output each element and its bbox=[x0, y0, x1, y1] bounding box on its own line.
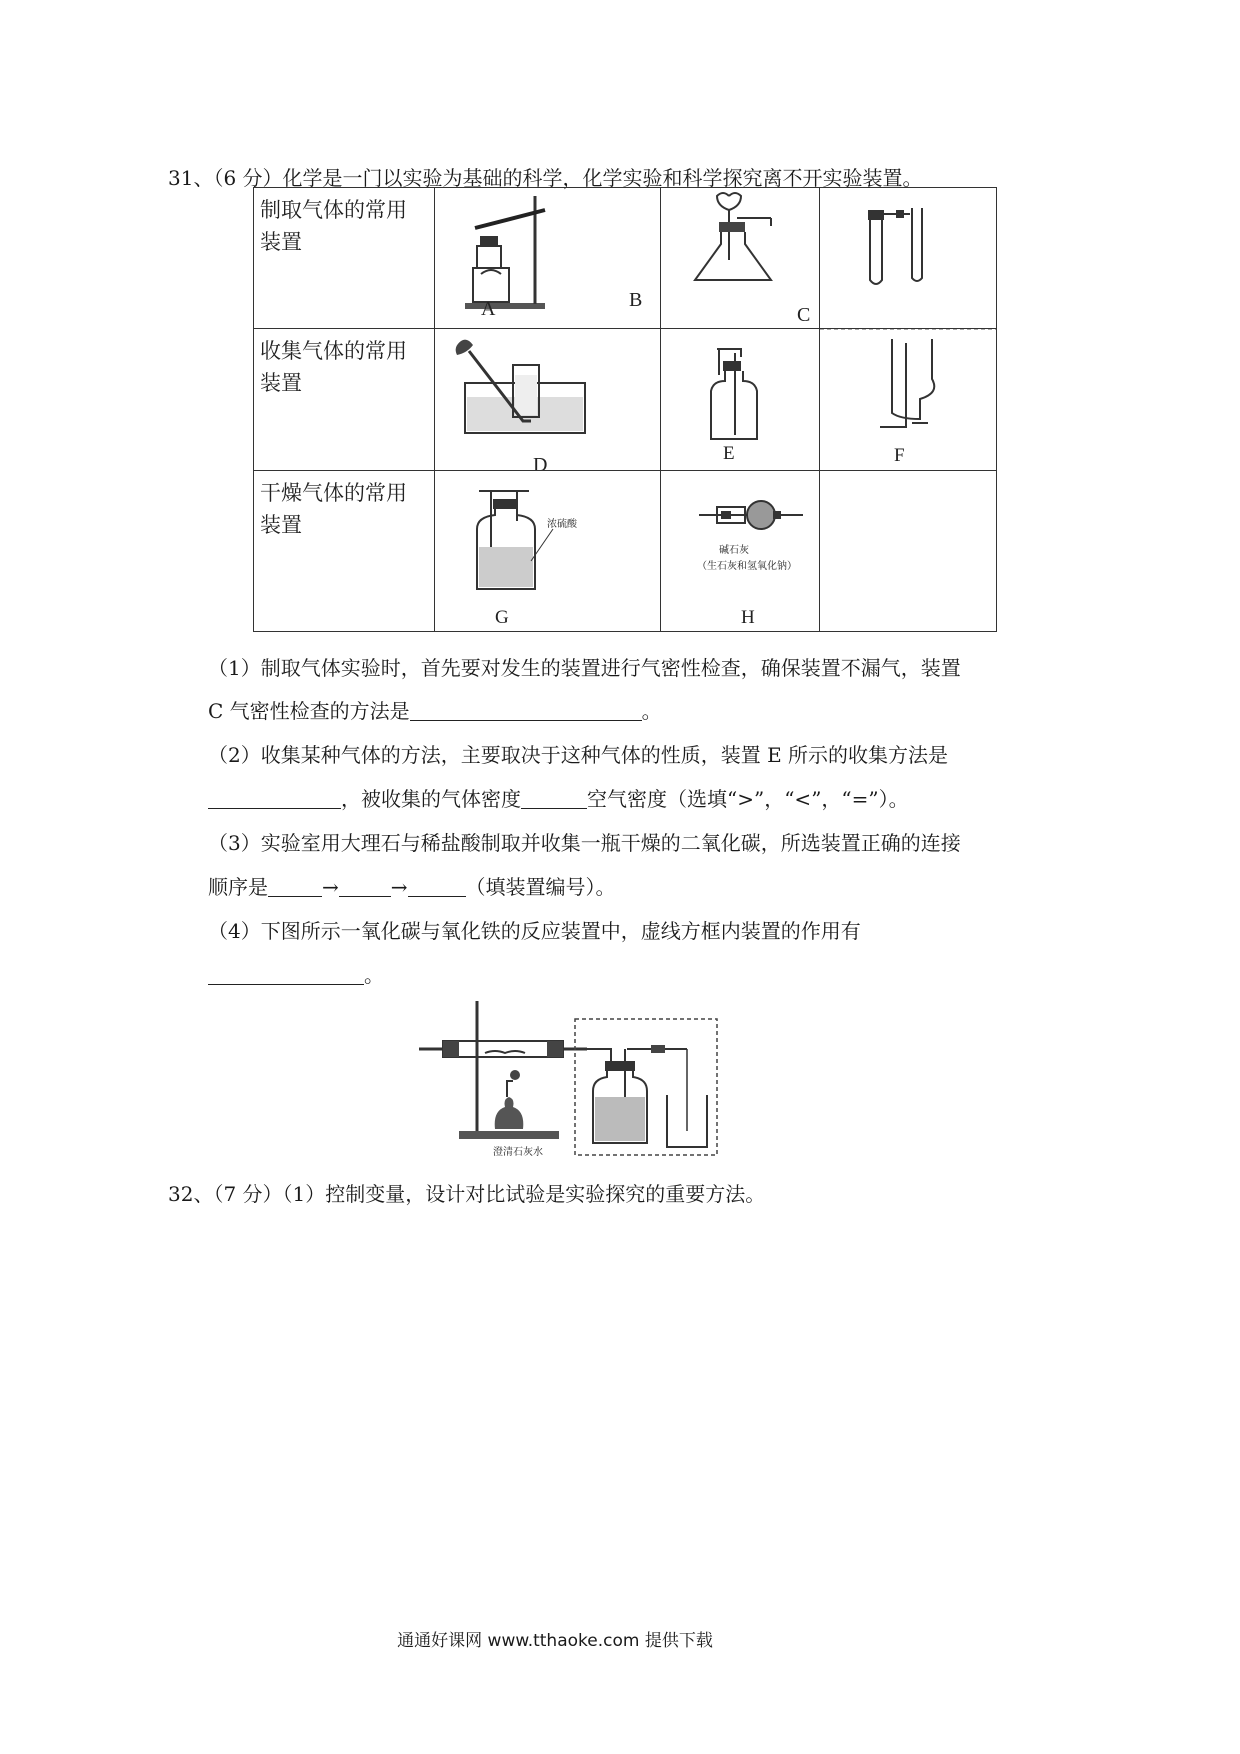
q31-part3-line1: （3）实验室用大理石与稀盐酸制取并收集一瓶干燥的二氧化碳，所选装置正确的连接 bbox=[208, 831, 961, 855]
co-fe2o3-apparatus-drawing bbox=[415, 997, 725, 1159]
q31-part2-line2: ，被收集的气体密度 空气密度（选填“>”，“<”，“=”）。 bbox=[208, 785, 909, 813]
q31-part4-line1: （4）下图所示一氧化碳与氧化铁的反应装置中，虚线方框内装置的作用有 bbox=[208, 919, 861, 943]
label-a: A bbox=[481, 298, 496, 320]
q31-part3-line2: 顺序是 → → （填装置编号）。 bbox=[208, 875, 616, 899]
label-soda-lime: 碱石灰 bbox=[719, 545, 749, 556]
row-label-production: 制取气体的常用 装置 bbox=[254, 188, 435, 329]
label-b: B bbox=[629, 289, 643, 311]
label-soda-lime-components: （生石灰和氢氧化钠） bbox=[697, 561, 797, 572]
row-label-collection: 收集气体的常用 装置 bbox=[254, 329, 435, 471]
q31-part1-line1: （1）制取气体实验时，首先要对发生的装置进行气密性检查，确保装置不漏气，装置 bbox=[208, 656, 961, 680]
apparatus-g bbox=[435, 471, 661, 632]
apparatus-b-drawing bbox=[661, 188, 819, 328]
label-f: F bbox=[894, 445, 905, 466]
apparatus-c-drawing bbox=[820, 188, 996, 328]
q32-heading: 32、（7 分）（1）控制变量，设计对比试验是实验探究的重要方法。 bbox=[168, 1182, 766, 1206]
label-h: H bbox=[741, 607, 755, 628]
label-concentrated-sulfuric-acid: 浓硫酸 bbox=[547, 519, 577, 530]
page-footer: 通通好课网 www.tthaoke.com 提供下载 bbox=[397, 1631, 713, 1651]
apparatus-d bbox=[435, 329, 661, 471]
answer-blank-3c[interactable] bbox=[408, 876, 466, 897]
apparatus-h-drawing bbox=[661, 471, 819, 631]
answer-blank-1[interactable] bbox=[410, 700, 642, 721]
answer-blank-3a[interactable] bbox=[268, 876, 322, 897]
apparatus-e bbox=[661, 329, 820, 471]
apparatus-g-drawing bbox=[435, 471, 660, 631]
apparatus-c bbox=[820, 188, 997, 329]
answer-blank-2b[interactable] bbox=[521, 788, 587, 809]
label-d: D bbox=[533, 454, 548, 470]
apparatus-d-drawing bbox=[435, 329, 660, 470]
apparatus-b bbox=[661, 188, 820, 329]
apparatus-h bbox=[661, 471, 820, 632]
row-label-drying: 干燥气体的常用 装置 bbox=[254, 471, 435, 632]
label-limewater: 澄清石灰水 bbox=[493, 1147, 543, 1158]
label-e: E bbox=[723, 443, 735, 464]
apparatus-table bbox=[253, 187, 997, 632]
apparatus-f-drawing bbox=[820, 329, 996, 470]
apparatus-e-drawing bbox=[661, 329, 819, 470]
q31-part1-line2: C 气密性检查的方法是 。 bbox=[208, 699, 662, 723]
co-fe2o3-apparatus-figure bbox=[415, 997, 725, 1159]
label-c: C bbox=[797, 304, 811, 326]
q31-part2-line1: （2）收集某种气体的方法，主要取决于这种气体的性质，装置 E 所示的收集方法是 bbox=[208, 743, 949, 767]
label-g: G bbox=[495, 607, 509, 628]
apparatus-f bbox=[820, 329, 997, 471]
answer-blank-3b[interactable] bbox=[339, 876, 391, 897]
empty-cell bbox=[820, 471, 997, 632]
answer-blank-4[interactable] bbox=[208, 964, 364, 985]
q31-heading: 31、（6 分）化学是一门以实验为基础的科学，化学实验和科学探究离不开实验装置。 bbox=[168, 166, 923, 190]
answer-blank-2a[interactable] bbox=[208, 788, 341, 809]
q31-part4-line2: 。 bbox=[208, 961, 384, 989]
